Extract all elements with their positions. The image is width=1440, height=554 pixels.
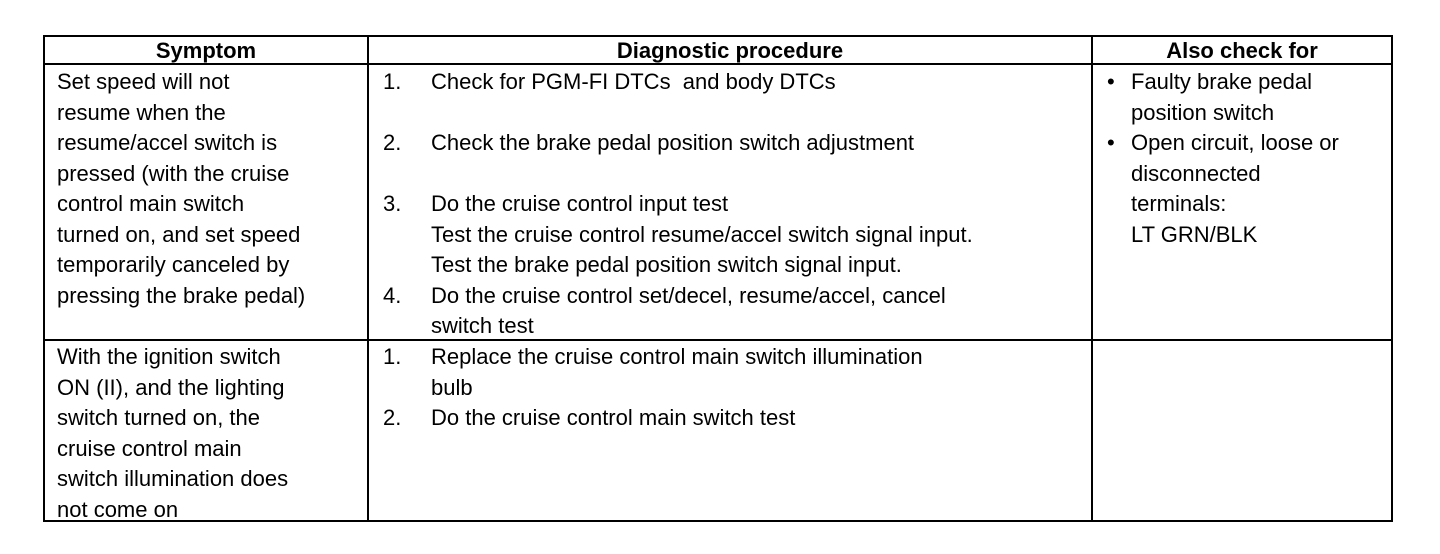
- symptom-line: switch turned on, the: [57, 405, 261, 430]
- header-symptom: Symptom: [155, 38, 257, 63]
- symptom-line: pressing the brake pedal): [57, 282, 306, 308]
- step-text: Do the cruise control main switch test: [431, 405, 796, 430]
- step-number: 4.: [383, 282, 402, 308]
- step-text: Do the cruise control set/decel, resume/accel, cancel: [431, 282, 946, 308]
- step-text: bulb: [431, 374, 473, 400]
- step-text: Check the brake pedal position switch adjustment: [431, 130, 915, 155]
- symptom-line: ON (II), and the lighting: [57, 374, 285, 400]
- symptom-line: resume when the: [57, 99, 226, 125]
- also-check-line: Open circuit, loose or: [1131, 130, 1339, 155]
- header-diagnostic-procedure: Diagnostic procedure: [616, 38, 844, 63]
- symptom-line: resume/accel switch is: [57, 130, 278, 155]
- row-divider: [45, 339, 1391, 341]
- step-text: switch test: [431, 313, 534, 338]
- symptom-line: pressed (with the cruise: [57, 160, 290, 186]
- symptom-line: not come on: [57, 496, 179, 522]
- also-check-line: Faulty brake pedal: [1131, 69, 1312, 94]
- symptom-line: Set speed will not: [57, 69, 230, 94]
- also-check-line: position switch: [1131, 99, 1275, 125]
- step-number: 1.: [383, 69, 402, 94]
- also-check-line: terminals:: [1131, 191, 1227, 216]
- step-text: Do the cruise control input test: [431, 191, 729, 216]
- step-number: 1.: [383, 344, 402, 369]
- symptom-line: turned on, and set speed: [57, 221, 301, 247]
- step-text: Check for PGM-FI DTCs and body DTCs: [431, 69, 836, 94]
- header-also-check-for: Also check for: [1166, 38, 1318, 63]
- symptom-line: cruise control main: [57, 435, 242, 461]
- bullet-icon: •: [1107, 130, 1115, 155]
- also-check-line: disconnected: [1131, 160, 1261, 186]
- column-divider: [367, 37, 369, 520]
- symptom-line: control main switch: [57, 191, 245, 216]
- diagnostic-table: [43, 35, 1393, 522]
- symptom-line: temporarily canceled by: [57, 252, 290, 277]
- symptom-line: With the ignition switch: [57, 344, 281, 369]
- step-text: Test the cruise control resume/accel switch signal input.: [431, 221, 973, 247]
- step-number: 3.: [383, 191, 402, 216]
- column-divider: [1091, 37, 1093, 520]
- also-check-line: LT GRN/BLK: [1131, 221, 1258, 247]
- step-number: 2.: [383, 405, 402, 430]
- step-number: 2.: [383, 130, 402, 155]
- step-text: Replace the cruise control main switch illumination: [431, 344, 923, 369]
- bullet-icon: •: [1107, 69, 1115, 94]
- symptom-line: switch illumination does: [57, 466, 289, 491]
- step-text: Test the brake pedal position switch signal input.: [431, 252, 902, 277]
